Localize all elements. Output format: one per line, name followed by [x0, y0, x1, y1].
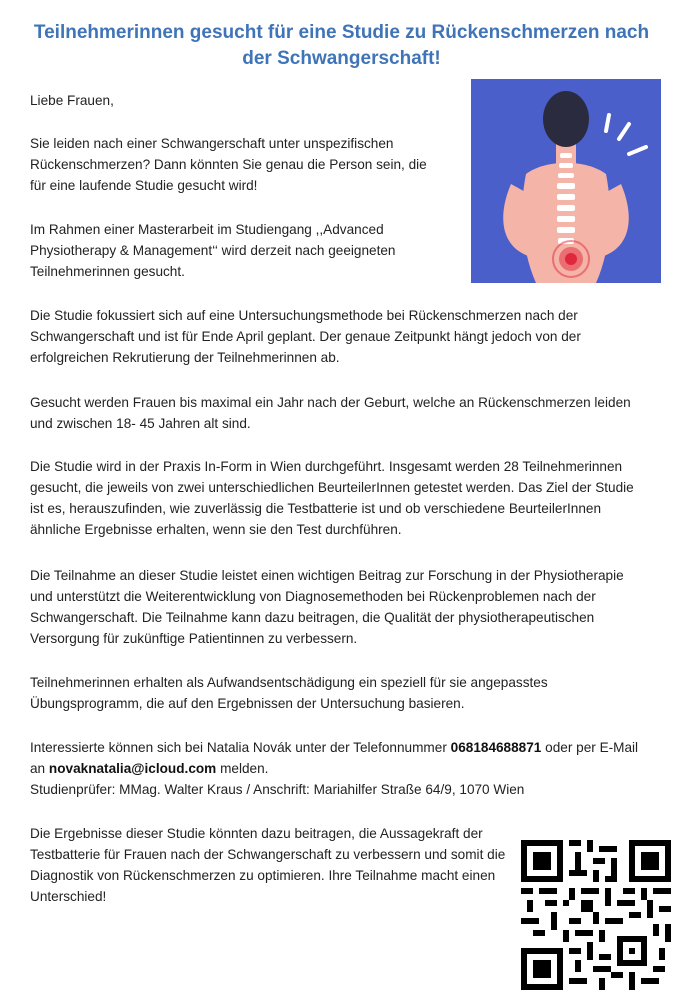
contact-lead: Interessierte können sich bei Natalia Novák unter der Telefonnummer [30, 740, 447, 755]
criteria-paragraph: Gesucht werden Frauen bis maximal ein Jahr nach der Geburt, welche an Rückenschmerzen leiden und zwischen 18- 45 Jahren alt sind. [30, 395, 631, 431]
phone-number[interactable]: 068184688871 [450, 740, 542, 755]
greeting: Liebe Frauen, [30, 93, 114, 108]
examiner-line: Studienprüfer: MMag. Walter Kraus / Anschrift: Mariahilfer Straße 64/9, 1070 Wien [30, 782, 525, 797]
email-address[interactable]: novaknatalia@icloud.com [48, 761, 217, 776]
qr-code[interactable] [521, 840, 671, 990]
closing-paragraph: Die Ergebnisse dieser Studie könnten dazu beitragen, die Aussagekraft der Testbatterie für Frauen nach der Schwangerschaft zu verbessern und somit die Diagnostik von Rückenschmerzen zu optimieren. Ihre Teilnahme macht einen Unterschied! [30, 826, 506, 904]
contact-middle: oder per E-Mail an [30, 740, 639, 776]
contribution-paragraph: Die Teilnahme an dieser Studie leistet einen wichtigen Beitrag zur Forschung in der Physiotherapie und unterstützt die Weiterentwicklung von Diagnosemethoden bei Rückenproblemen nach der Schwangerschaft. Die Teilnahme kann dazu beitragen, die Qualität der physiotherapeutischen Versorgung für zukünftige Patientinnen zu verbessern. [30, 568, 624, 646]
focus-paragraph: Die Studie fokussiert sich auf eine Untersuchungsmethode bei Rückenschmerzen nach der Schwangerschaft und ist für Ende April geplant. Der genaue Zeitpunkt hängt jedoch von der erfolgreichen Rekrutierung der Teilnehmerinnen ab. [30, 308, 581, 365]
contact-paragraph [30, 737, 640, 800]
context-paragraph: Im Rahmen einer Masterarbeit im Studiengang ,,Advanced Physiotherapy & Management‘‘ wird derzeit nach geeigneten Teilnehmerinnen gesucht. [30, 222, 396, 279]
contact-tail: melden. [220, 761, 269, 776]
location-paragraph: Die Studie wird in der Praxis In-Form in Wien durchgeführt. Insgesamt werden 28 Teilnehmerinnen gesucht, die jeweils von zwei unterschiedlichen BeurteilerInnen getestet werden. Das Ziel der Studie ist es, herauszufinden, wie zuverlässig die Testbatterie ist und ob verschiedene BeurteilerInnen ähnliche Ergebnisse erhalten, wenn sie den Test durchführen. [30, 459, 634, 537]
page-title: Teilnehmerinnen gesucht für eine Studie zu Rückenschmerzen nach der Schwangerschaft! [33, 22, 650, 69]
back-pain-illustration [471, 79, 661, 283]
intro-paragraph: Sie leiden nach einer Schwangerschaft unter unspezifischen Rückenschmerzen? Dann könnten Sie genau die Person sein, die für eine laufende Studie gesucht wird! [30, 136, 427, 193]
compensation-paragraph: Teilnehmerinnen erhalten als Aufwandsentschädigung ein speziell für sie angepasstes Übungsprogramm, die auf den Ergebnissen der Untersuchung basieren. [30, 675, 548, 711]
